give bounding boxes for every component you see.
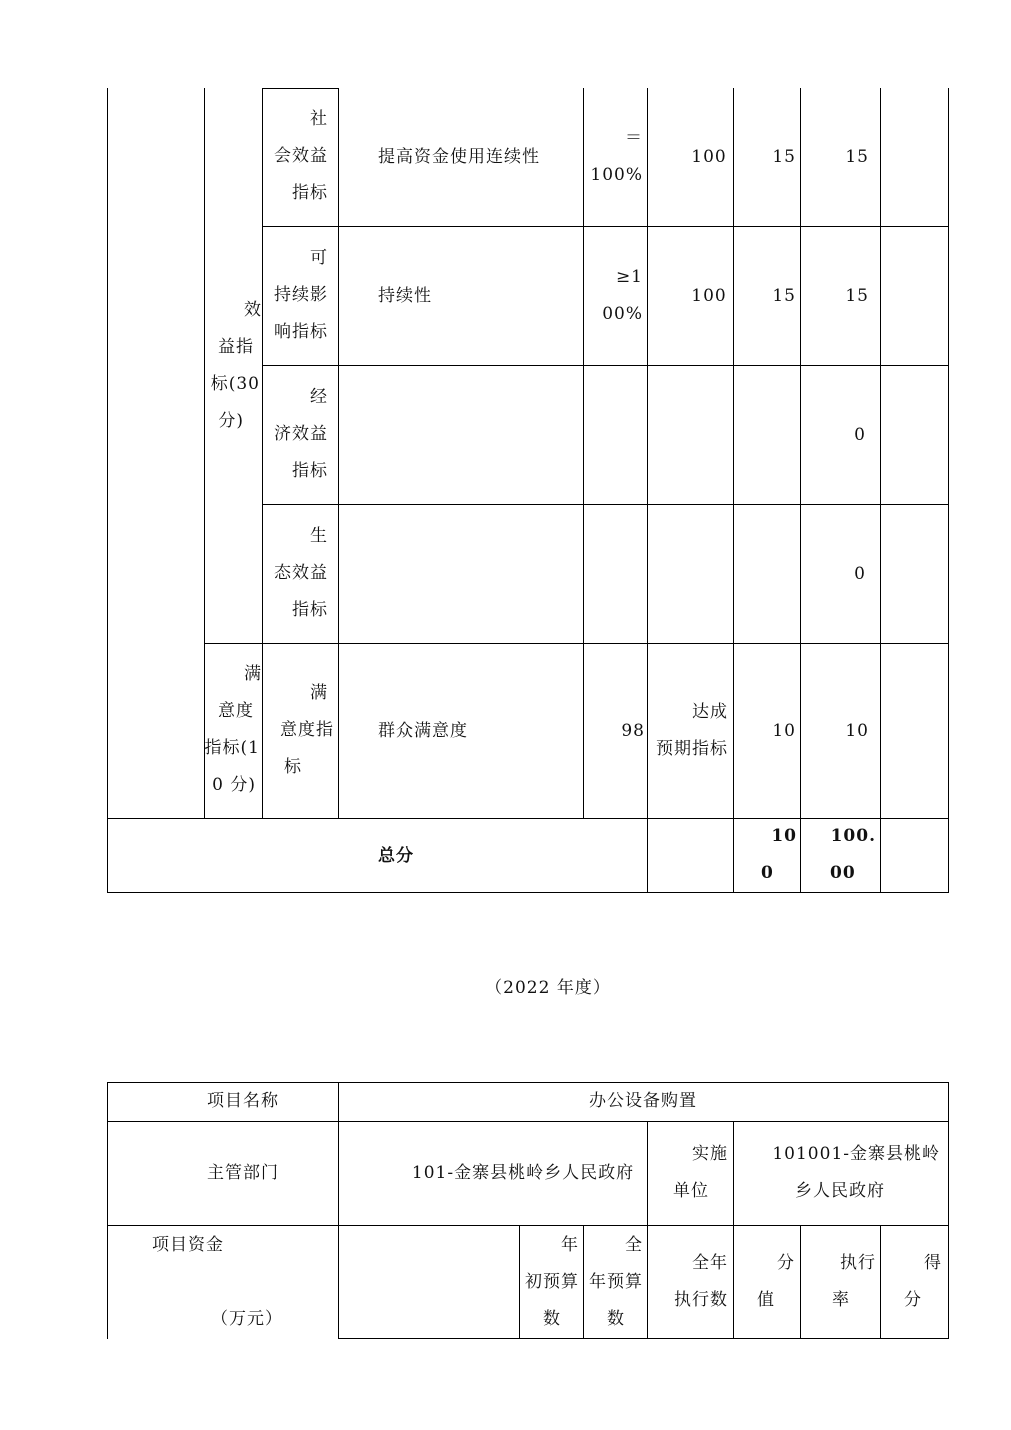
exec-rate-header bbox=[800, 1245, 880, 1319]
sub-indicator-cell bbox=[262, 240, 338, 351]
indicator-content: 提高资金使用连续性 bbox=[378, 147, 540, 167]
header-line: 全 bbox=[625, 1235, 643, 1255]
score-value-header bbox=[733, 1245, 800, 1319]
sub-indicator-line: 满 bbox=[310, 683, 328, 703]
sub-indicator-cell bbox=[262, 518, 338, 629]
project-name-label: 项目名称 bbox=[207, 1091, 279, 1111]
year-caption: （2022 年度） bbox=[485, 978, 611, 998]
category-line: 意度 bbox=[218, 701, 254, 721]
target-line: ＝ bbox=[625, 128, 643, 148]
sub-indicator-line: 标 bbox=[284, 757, 302, 777]
annual-budget-header bbox=[583, 1227, 647, 1338]
header-line: 率 bbox=[832, 1290, 850, 1310]
target-value: 98 bbox=[621, 721, 645, 741]
grid-line bbox=[647, 88, 648, 893]
target-line: 00% bbox=[602, 304, 643, 324]
score-header bbox=[880, 1245, 948, 1319]
funds-label: 项目资金 bbox=[152, 1235, 224, 1255]
sub-indicator-line: 经 bbox=[310, 387, 328, 407]
sub-indicator-line: 响指标 bbox=[274, 322, 328, 342]
header-line: 分 bbox=[777, 1253, 795, 1273]
header-line: 得 bbox=[924, 1253, 942, 1273]
score: 10 bbox=[845, 721, 869, 741]
target-cell bbox=[583, 259, 647, 333]
sub-indicator-line: 指标 bbox=[292, 600, 328, 620]
grid-line bbox=[583, 88, 584, 818]
category-line: 分) bbox=[218, 411, 244, 431]
header-line: 数 bbox=[543, 1309, 561, 1329]
header-line: 年 bbox=[561, 1235, 579, 1255]
grid-line bbox=[338, 88, 339, 818]
grid-line bbox=[800, 88, 801, 893]
grid-line bbox=[107, 892, 949, 893]
grid-line bbox=[262, 88, 338, 89]
grid-line bbox=[107, 88, 108, 893]
grid-line bbox=[338, 1338, 949, 1339]
category-line: 效 bbox=[244, 300, 262, 320]
grid-line bbox=[948, 1082, 949, 1339]
dept-label: 主管部门 bbox=[207, 1163, 279, 1183]
indicator-content: 持续性 bbox=[378, 286, 432, 306]
category-line: 0 分) bbox=[212, 775, 256, 795]
target-line: 100% bbox=[590, 165, 643, 185]
score-value: 15 bbox=[772, 147, 796, 167]
header-line: 初预算 bbox=[525, 1272, 579, 1292]
total-line: 10 bbox=[771, 826, 797, 846]
header-line: 年预算 bbox=[589, 1272, 643, 1292]
category-line: 满 bbox=[244, 664, 262, 684]
total-line: 0 bbox=[761, 863, 774, 883]
project-name-value: 办公设备购置 bbox=[589, 1091, 697, 1111]
score: 0 bbox=[854, 425, 866, 445]
sub-indicator-line: 济效益 bbox=[274, 424, 328, 444]
header-line: 分 bbox=[904, 1290, 922, 1310]
grid-line bbox=[107, 1121, 949, 1122]
total-score bbox=[800, 818, 880, 892]
total-line: 00 bbox=[830, 863, 856, 883]
executed-header bbox=[647, 1245, 733, 1319]
sub-indicator-line: 意度指 bbox=[280, 720, 334, 740]
sub-indicator-line: 会效益 bbox=[274, 146, 328, 166]
sub-indicator-line: 指标 bbox=[292, 461, 328, 481]
actual-value: 100 bbox=[691, 286, 727, 306]
grid-line bbox=[262, 504, 949, 505]
sub-indicator-line: 社 bbox=[310, 109, 328, 129]
satisfaction-category-cell bbox=[204, 656, 262, 804]
impl-value-line: 101001-金寨县桃岭 bbox=[772, 1144, 940, 1164]
header-line: 全年 bbox=[692, 1253, 728, 1273]
sub-indicator-line: 持续影 bbox=[274, 285, 328, 305]
grid-line bbox=[107, 1082, 108, 1339]
grid-line bbox=[262, 226, 949, 227]
dept-value: 101-金寨县桃岭乡人民政府 bbox=[411, 1163, 635, 1183]
category-line: 标(30 bbox=[210, 374, 260, 394]
impl-label-line: 实施 bbox=[692, 1144, 728, 1164]
score: 15 bbox=[845, 147, 869, 167]
indicator-content: 群众满意度 bbox=[378, 721, 468, 741]
initial-budget-header bbox=[519, 1227, 583, 1338]
score: 15 bbox=[845, 286, 869, 306]
impl-value-line: 乡人民政府 bbox=[795, 1181, 885, 1201]
header-line: 执行数 bbox=[674, 1290, 728, 1310]
grid-line bbox=[262, 365, 949, 366]
actual-cell bbox=[647, 694, 733, 768]
header-line: 值 bbox=[757, 1290, 775, 1310]
sub-indicator-cell bbox=[262, 675, 338, 786]
grid-line bbox=[880, 88, 881, 893]
score-value: 15 bbox=[772, 286, 796, 306]
category-line: 指标(1 bbox=[204, 738, 260, 758]
total-label: 总分 bbox=[378, 846, 414, 866]
grid-line bbox=[204, 643, 949, 644]
benefit-category-cell bbox=[204, 292, 262, 440]
actual-value: 100 bbox=[691, 147, 727, 167]
impl-label-cell bbox=[647, 1136, 733, 1210]
target-cell bbox=[583, 120, 647, 194]
actual-line: 预期指标 bbox=[656, 739, 728, 759]
grid-line bbox=[948, 88, 949, 893]
sub-indicator-line: 指标 bbox=[292, 183, 328, 203]
score: 0 bbox=[854, 564, 866, 584]
sub-indicator-cell bbox=[262, 101, 338, 212]
score-value: 10 bbox=[772, 721, 796, 741]
sub-indicator-cell bbox=[262, 379, 338, 490]
target-line: ≥1 bbox=[615, 267, 643, 287]
impl-label-line: 单位 bbox=[673, 1181, 709, 1201]
grid-line bbox=[107, 1225, 949, 1226]
sub-indicator-line: 生 bbox=[310, 526, 328, 546]
grid-line bbox=[338, 1082, 339, 1339]
header-line: 执行 bbox=[840, 1253, 876, 1273]
total-line: 100. bbox=[830, 826, 876, 846]
actual-line: 达成 bbox=[692, 702, 728, 722]
grid-line bbox=[733, 88, 734, 893]
total-score-value bbox=[733, 818, 800, 892]
funds-unit: （万元） bbox=[211, 1309, 283, 1329]
category-line: 益指 bbox=[218, 337, 254, 357]
sub-indicator-line: 可 bbox=[310, 248, 328, 268]
impl-value-cell bbox=[733, 1136, 948, 1210]
header-line: 数 bbox=[607, 1309, 625, 1329]
sub-indicator-line: 态效益 bbox=[274, 563, 328, 583]
